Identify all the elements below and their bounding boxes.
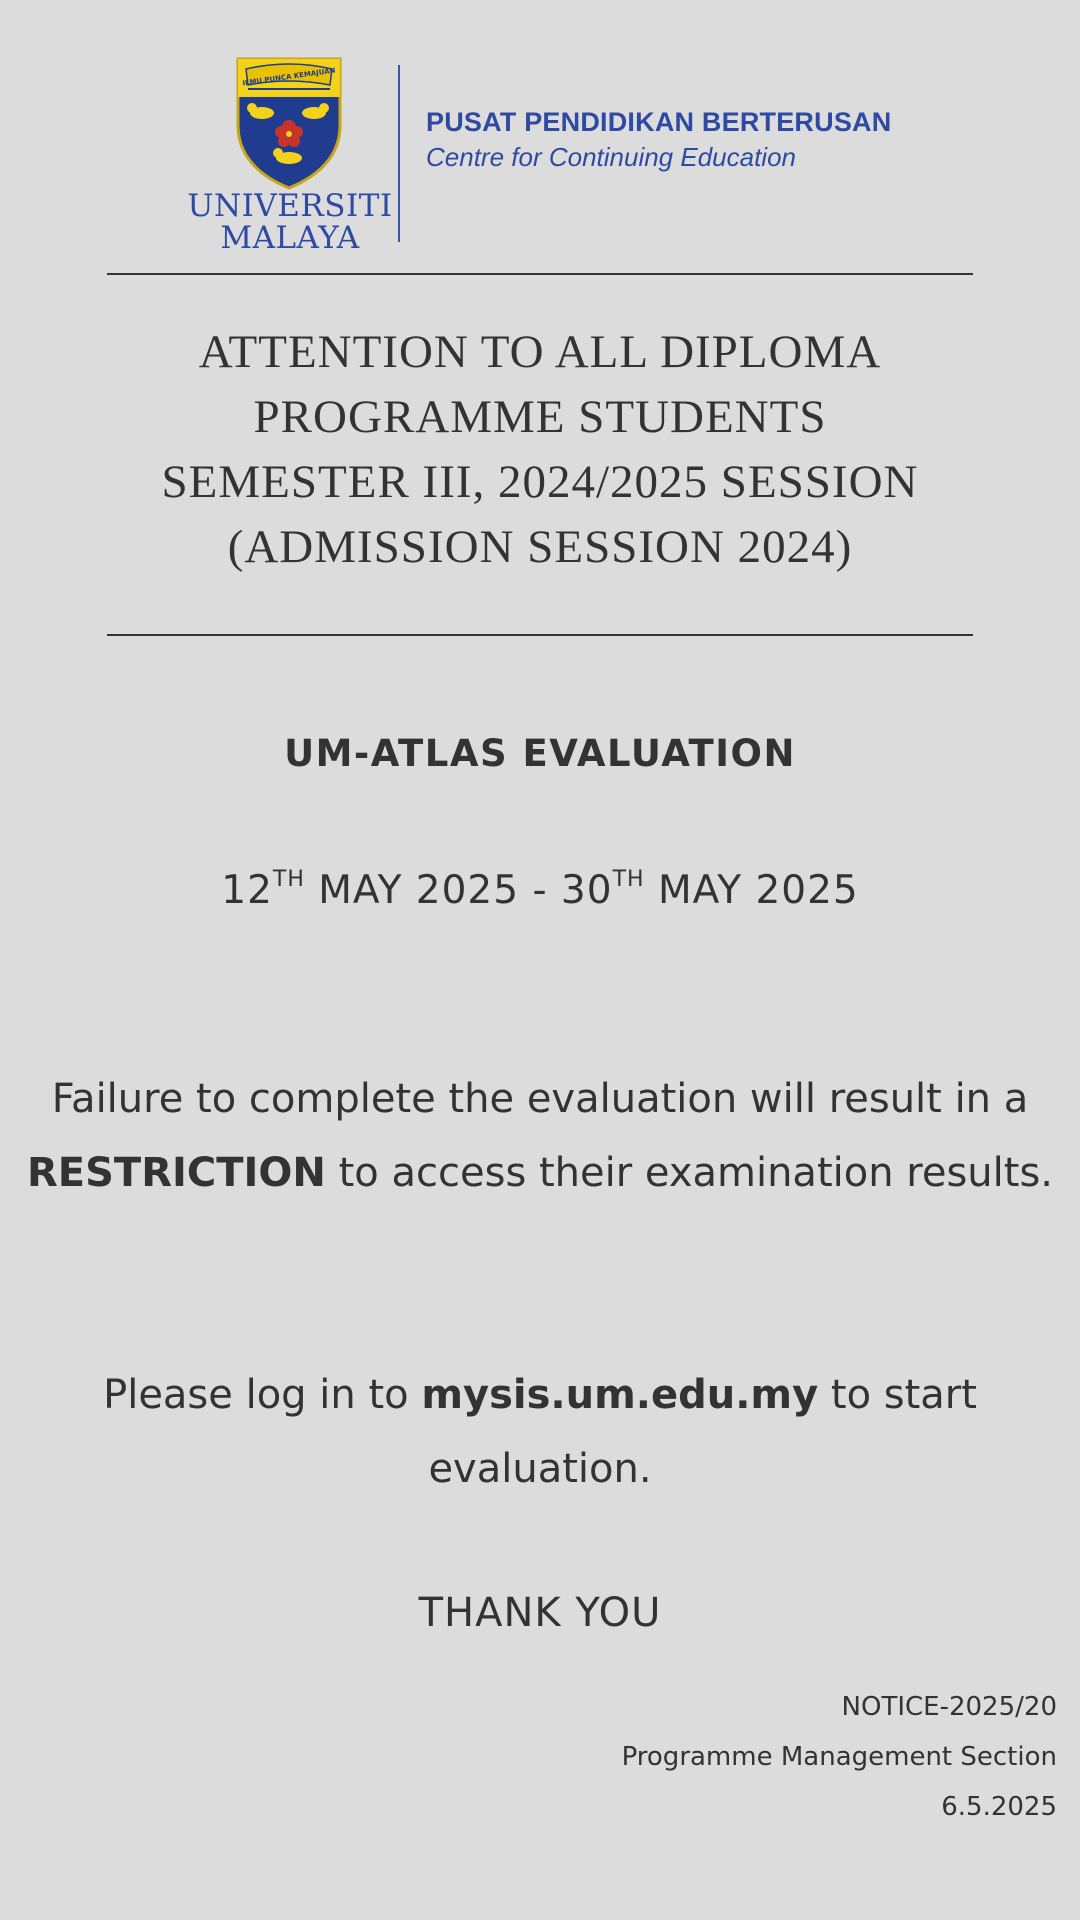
centre-name-english: Centre for Continuing Education [426,142,797,172]
crest-motto: ILMU PUNCA KEMAJUAN [242,66,336,88]
evaluation-period [0,868,1080,913]
notice-number: NOTICE-2025/20 [841,1692,1057,1722]
restriction-warning [25,1062,1055,1210]
end-month-year: MAY 2025 [644,868,859,913]
thank-you: THANK YOU [418,1590,662,1636]
university-crest-icon [234,55,344,190]
notice-date: 6.5.2025 [941,1792,1057,1822]
notice-headline [60,320,1020,580]
headline-rule [107,634,973,636]
login-text-after: to start evaluation. [428,1372,977,1492]
warning-text-after: to access their examination results. [325,1150,1053,1196]
headline-line3: SEMESTER III, 2024/2025 SESSION [161,456,919,508]
headline-line1: ATTENTION TO ALL DIPLOMA [198,326,882,378]
mysis-url: mysis.um.edu.my [421,1372,819,1418]
warning-text-before: Failure to complete the evaluation will result in a [51,1076,1029,1122]
university-name-line1: UNIVERSITI [187,188,393,224]
university-name [180,190,400,254]
evaluation-title: UM-ATLAS EVALUATION [284,732,796,775]
login-text-before: Please log in to [103,1372,422,1418]
notice-footer [457,1682,1057,1832]
logo-divider [398,65,400,242]
restriction-emphasis: RESTRICTION [27,1150,326,1196]
header-rule [107,273,973,275]
university-name-line2: MALAYA [220,220,360,256]
headline-line4: (ADMISSION SESSION 2024) [227,521,853,573]
period-middle: MAY 2025 - 30 [304,868,613,913]
headline-line2: PROGRAMME STUDENTS [253,391,827,443]
end-day-suffix: TH [612,867,645,892]
login-instruction [40,1358,1040,1506]
start-day-suffix: TH [272,867,305,892]
issuing-section: Programme Management Section [621,1742,1057,1772]
start-day: 12 [221,868,273,913]
university-logo [180,55,400,260]
centre-name-malay: PUSAT PENDIDIKAN BERTERUSAN [426,107,892,137]
